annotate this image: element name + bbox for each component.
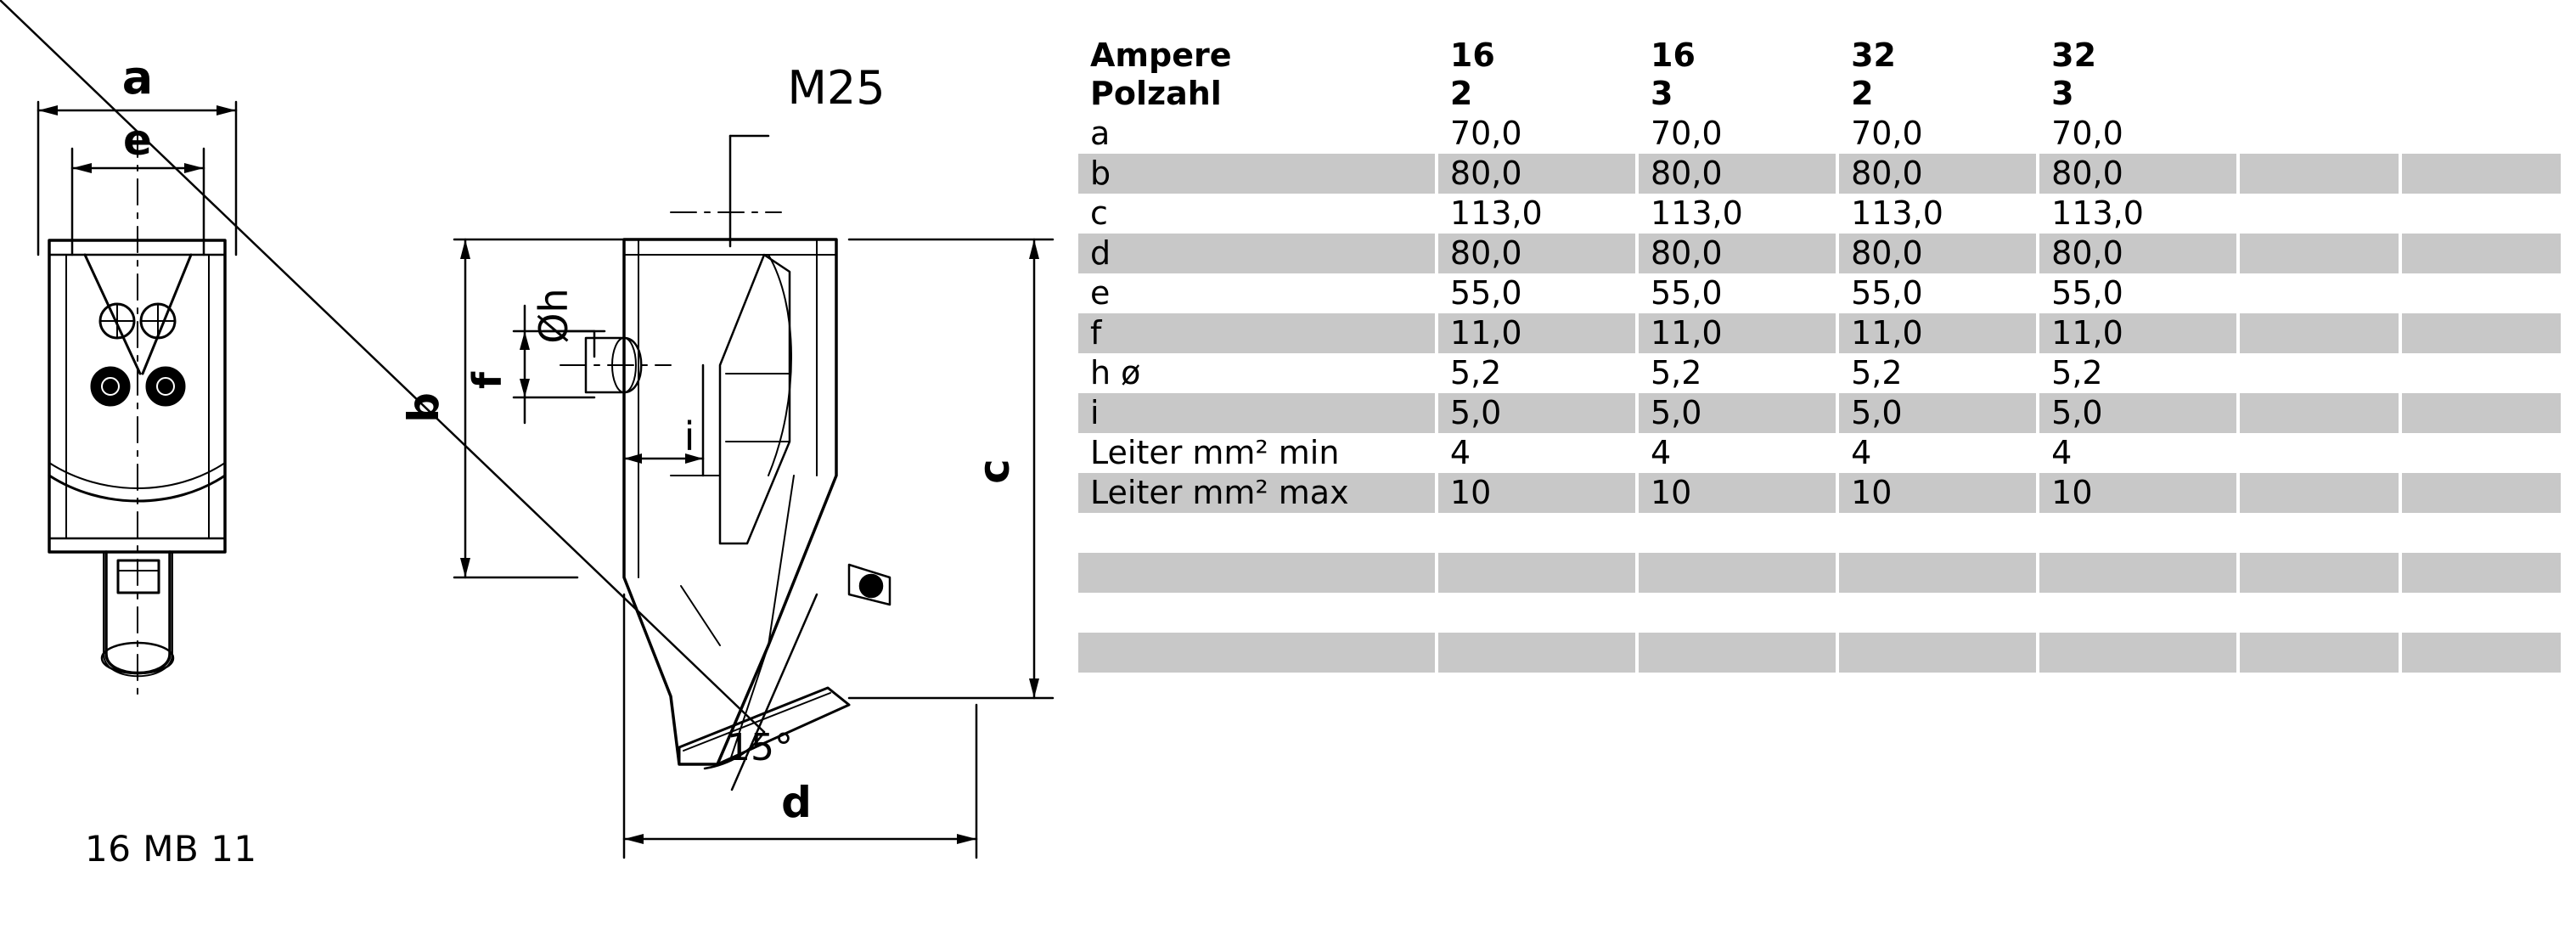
thread-label-m25: M25 (787, 61, 886, 115)
row-value: 113,0 (1637, 194, 1837, 234)
row-value (1637, 513, 1837, 553)
header-polzahl-value-4: 3 (2051, 75, 2074, 112)
table-row (1078, 313, 2562, 353)
row-value: 4 (1637, 433, 1837, 473)
row-value: 80,0 (1837, 234, 2038, 273)
row-value (2238, 473, 2400, 513)
row-value (1837, 513, 2038, 553)
row-label: Leiter mm² min (1078, 433, 1437, 473)
row-value: 80,0 (1437, 234, 1637, 273)
row-value (2400, 393, 2562, 433)
table-row (1078, 553, 2562, 593)
table-row (1078, 473, 2562, 513)
row-value (1637, 593, 1837, 633)
row-value (2400, 353, 2562, 393)
row-label: a (1078, 114, 1437, 154)
row-value (2238, 194, 2400, 234)
row-value: 11,0 (1637, 313, 1837, 353)
drawing-canvas (0, 0, 1078, 929)
row-value: 70,0 (1637, 114, 1837, 154)
row-value (2400, 473, 2562, 513)
row-label: e (1078, 273, 1437, 313)
table-row (1078, 273, 2562, 313)
row-value: 5,0 (1637, 393, 1837, 433)
row-value: 4 (2038, 433, 2238, 473)
screw-bottom-right (147, 368, 184, 405)
row-value: 10 (1637, 473, 1837, 513)
row-label: h ø (1078, 353, 1437, 393)
row-value (2400, 154, 2562, 194)
dimension-label-c: c (970, 459, 1019, 484)
specification-table (1078, 34, 2564, 673)
row-value (2238, 393, 2400, 433)
table-row (1078, 353, 2562, 393)
row-value (1837, 633, 2038, 673)
table-row (1078, 234, 2562, 273)
dimension-label-e: e (123, 115, 152, 165)
row-label: b (1078, 154, 1437, 194)
row-value: 113,0 (2038, 194, 2238, 234)
dimension-label-h-diameter: Øh (531, 288, 577, 344)
table-row (1078, 433, 2562, 473)
row-value: 11,0 (1837, 313, 2038, 353)
row-value (2238, 593, 2400, 633)
row-value (2238, 114, 2400, 154)
header-ampere-value-2: 16 (1651, 37, 1696, 75)
row-value: 113,0 (1837, 194, 2038, 234)
header-col-6 (2400, 34, 2562, 114)
header-col-2 (1637, 34, 1837, 114)
row-label: Leiter mm² max (1078, 473, 1437, 513)
row-value (2400, 234, 2562, 273)
row-value: 11,0 (2038, 313, 2238, 353)
row-value: 80,0 (1637, 154, 1837, 194)
row-value (2038, 553, 2238, 593)
table-row (1078, 114, 2562, 154)
row-value (2238, 313, 2400, 353)
row-value: 5,2 (1837, 353, 2038, 393)
row-value: 5,0 (2038, 393, 2238, 433)
header-col-3 (1837, 34, 2038, 114)
angle-label-15: 15° (727, 726, 793, 769)
table-header-row (1078, 34, 2562, 114)
dimension-label-f: f (464, 371, 510, 390)
specification-table-wrapper (1078, 34, 2576, 673)
row-value (1637, 553, 1837, 593)
part-number-label: 16 MB 11 (85, 828, 257, 870)
header-polzahl-value-2: 3 (1651, 75, 1673, 112)
technical-drawing (0, 0, 1078, 929)
row-value (2238, 353, 2400, 393)
row-value: 55,0 (1437, 273, 1637, 313)
header-label-cell (1078, 34, 1437, 114)
row-value (2238, 553, 2400, 593)
row-value: 80,0 (2038, 154, 2238, 194)
row-label: f (1078, 313, 1437, 353)
row-value (2400, 553, 2562, 593)
row-value (2400, 273, 2562, 313)
table-row (1078, 513, 2562, 553)
dimension-label-a: a (121, 51, 154, 104)
row-value: 5,2 (2038, 353, 2238, 393)
header-polzahl-label: Polzahl (1090, 75, 1222, 112)
row-label (1078, 513, 1437, 553)
row-label (1078, 553, 1437, 593)
header-ampere-value-3: 32 (1851, 37, 1896, 75)
header-ampere-value-4: 32 (2051, 37, 2097, 75)
row-value (1837, 593, 2038, 633)
row-value: 4 (1837, 433, 2038, 473)
row-value (1837, 553, 2038, 593)
row-value (2238, 513, 2400, 553)
row-value (1437, 513, 1637, 553)
row-value (2238, 234, 2400, 273)
row-label: c (1078, 194, 1437, 234)
row-value (2400, 433, 2562, 473)
dimension-label-d: d (781, 778, 812, 827)
row-value: 11,0 (1437, 313, 1637, 353)
row-label (1078, 593, 1437, 633)
row-value: 5,0 (1437, 393, 1637, 433)
table-row (1078, 393, 2562, 433)
row-value (2400, 194, 2562, 234)
row-label: i (1078, 393, 1437, 433)
header-polzahl-value-3: 2 (1851, 75, 1874, 112)
row-value (2238, 633, 2400, 673)
row-value: 4 (1437, 433, 1637, 473)
row-value: 10 (1837, 473, 2038, 513)
row-value: 80,0 (1837, 154, 2038, 194)
header-ampere-label: Ampere (1090, 37, 1232, 75)
table-row (1078, 194, 2562, 234)
row-value: 80,0 (2038, 234, 2238, 273)
row-label (1078, 633, 1437, 673)
row-value: 113,0 (1437, 194, 1637, 234)
leader-m25 (730, 136, 768, 246)
header-ampere-value-1: 16 (1449, 37, 1495, 75)
row-value (1437, 633, 1637, 673)
row-value: 5,2 (1437, 353, 1637, 393)
row-value (2400, 633, 2562, 673)
row-value (2038, 633, 2238, 673)
row-value: 70,0 (1437, 114, 1637, 154)
dimension-label-b: b (399, 392, 448, 423)
row-value: 55,0 (1637, 273, 1837, 313)
dimension-c (849, 239, 1053, 698)
header-col-1 (1437, 34, 1637, 114)
row-value: 70,0 (1837, 114, 2038, 154)
header-polzahl-value-1: 2 (1449, 75, 1473, 112)
row-value: 10 (2038, 473, 2238, 513)
screw-top-right (141, 304, 175, 338)
row-value: 70,0 (2038, 114, 2238, 154)
row-value (1437, 593, 1637, 633)
row-value: 55,0 (2038, 273, 2238, 313)
header-col-5 (2238, 34, 2400, 114)
table-row (1078, 593, 2562, 633)
screw-bottom-left (92, 368, 129, 405)
row-value (2038, 513, 2238, 553)
table-row (1078, 154, 2562, 194)
row-value: 80,0 (1437, 154, 1637, 194)
row-value (2038, 593, 2238, 633)
row-value (2400, 313, 2562, 353)
row-value (2238, 154, 2400, 194)
dimension-label-i: i (683, 414, 695, 459)
row-value (2400, 513, 2562, 553)
row-value: 55,0 (1837, 273, 2038, 313)
header-col-4 (2038, 34, 2238, 114)
row-value: 80,0 (1637, 234, 1837, 273)
row-label: d (1078, 234, 1437, 273)
row-value: 5,2 (1637, 353, 1837, 393)
row-value (2400, 114, 2562, 154)
row-value (1637, 633, 1837, 673)
row-value (2238, 433, 2400, 473)
screw-top-left (100, 304, 134, 338)
row-value (2400, 593, 2562, 633)
row-value (2238, 273, 2400, 313)
row-value: 5,0 (1837, 393, 2038, 433)
row-value: 10 (1437, 473, 1637, 513)
table-row (1078, 633, 2562, 673)
row-value (1437, 553, 1637, 593)
